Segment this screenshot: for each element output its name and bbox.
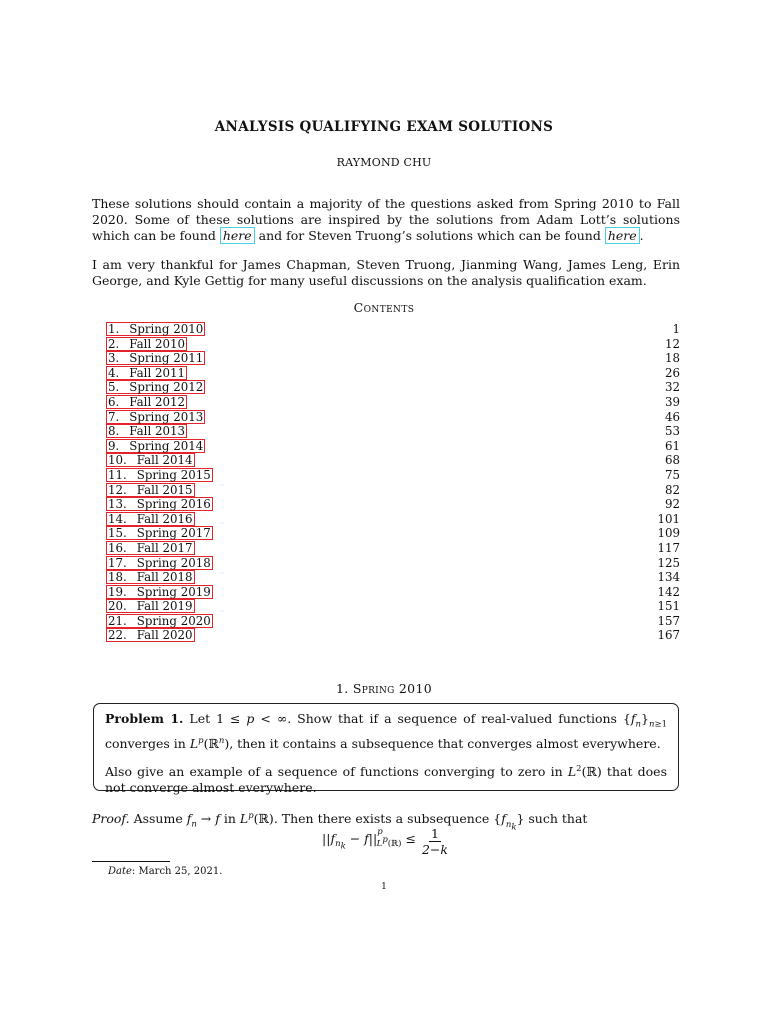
- intro-paragraph: [92, 196, 680, 244]
- toc-link[interactable]: [106, 337, 187, 351]
- section-number: 1.: [336, 681, 349, 696]
- toc-page-number: 157: [657, 613, 680, 628]
- problem-text: < ∞. Show that if a sequence of real-valued functions {: [254, 711, 631, 726]
- footnote-label: Date: [108, 866, 132, 877]
- problem-text: converges in: [105, 735, 190, 751]
- toc-number: 7.: [108, 409, 120, 424]
- proof-label: Proof.: [92, 811, 130, 827]
- toc-number: 10.: [108, 453, 127, 468]
- thanks-paragraph: I am very thankful for James Chapman, Steven Truong, Jianming Wang, James Leng, Erin George, and Kyle Gettig for many useful discussions on the analysis qualification exam.: [92, 257, 680, 288]
- toc-label: Fall 2017: [136, 540, 193, 555]
- toc-label: Spring 2020: [136, 613, 211, 628]
- problem-text: Let 1 ≤: [189, 711, 247, 726]
- toc-link[interactable]: [106, 570, 195, 584]
- toc-number: 4.: [108, 365, 120, 380]
- toc-label: Fall 2016: [136, 511, 193, 526]
- toc-number: 12.: [108, 482, 127, 497]
- proof-text: in: [219, 811, 240, 827]
- toc-page-number: 39: [664, 394, 680, 409]
- toc-label: Fall 2011: [129, 365, 186, 380]
- toc-row: [106, 585, 680, 600]
- toc-row: [106, 322, 680, 337]
- table-of-contents: [106, 322, 680, 643]
- proof-text: →: [196, 811, 216, 827]
- problem-statement: Problem 1. Let 1 ≤ p < ∞. Show that if a sequence of real-valued functions $\{f_n\}_{n\ge 1}$ converges in $L^p(ℝ^n)$, then it contains a subsequence that converges almost everywhere.: [105, 711, 667, 751]
- toc-link[interactable]: [106, 512, 195, 526]
- toc-page-number: 134: [657, 570, 680, 585]
- toc-number: 5.: [108, 380, 120, 395]
- toc-number: 20.: [108, 599, 127, 614]
- toc-row: [106, 628, 680, 643]
- toc-row: [106, 453, 680, 468]
- toc-row: [106, 570, 680, 585]
- toc-label: Spring 2016: [136, 497, 211, 512]
- intro-text-c: .: [639, 228, 644, 243]
- toc-row: [106, 395, 680, 410]
- toc-number: 9.: [108, 438, 120, 453]
- toc-page-number: 109: [657, 526, 680, 541]
- toc-link[interactable]: [106, 541, 195, 555]
- toc-number: 14.: [108, 511, 127, 526]
- fraction-numerator: 1: [430, 826, 439, 841]
- toc-row: [106, 410, 680, 425]
- toc-link[interactable]: [106, 556, 213, 570]
- toc-number: 18.: [108, 570, 127, 585]
- toc-link[interactable]: [106, 483, 195, 497]
- toc-link[interactable]: [106, 526, 213, 540]
- toc-label: Spring 2010: [129, 322, 204, 336]
- toc-number: 19.: [108, 584, 127, 599]
- toc-link[interactable]: [106, 366, 187, 380]
- toc-row: [106, 497, 680, 512]
- toc-label: Spring 2017: [136, 526, 211, 541]
- toc-label: Spring 2015: [136, 467, 211, 482]
- toc-link[interactable]: [106, 599, 195, 613]
- toc-number: 15.: [108, 526, 127, 541]
- problem-label: Problem 1.: [105, 711, 184, 726]
- toc-label: Spring 2014: [129, 438, 204, 453]
- document-author: RAYMOND CHU: [336, 156, 432, 169]
- intro-text-a: These solutions should contain a majority of the questions asked from Spring 2010 to Fall 2020. Some of these solutions are inspired by the solutions from Adam Lott’s solutions which can be found: [92, 196, 680, 243]
- toc-link[interactable]: [106, 468, 213, 482]
- toc-link[interactable]: [106, 439, 205, 453]
- toc-row: [106, 483, 680, 498]
- toc-number: 21.: [108, 613, 127, 628]
- footnote-text: : March 25, 2021.: [131, 866, 223, 877]
- toc-row: [106, 468, 680, 483]
- proof-paragraph: Proof. Assume $f_n \to f$ in $L^p(ℝ)$. Then there exists a subsequence $\{f_{n_k}\}$ such that: [92, 811, 588, 833]
- display-equation: [322, 826, 448, 857]
- toc-number: 1.: [108, 322, 120, 336]
- toc-label: Fall 2018: [136, 570, 193, 585]
- toc-label: Fall 2010: [129, 336, 186, 351]
- toc-row: [106, 614, 680, 629]
- toc-row: [106, 439, 680, 454]
- toc-link[interactable]: [106, 628, 195, 642]
- toc-row: [106, 351, 680, 366]
- toc-page-number: 117: [657, 540, 680, 555]
- toc-row: [106, 526, 680, 541]
- proof-text: . Then there exists a subsequence {: [273, 811, 502, 827]
- toc-page-number: 101: [657, 511, 680, 526]
- toc-row: [106, 337, 680, 352]
- toc-number: 11.: [108, 467, 127, 482]
- toc-page-number: 18: [664, 351, 680, 366]
- toc-page-number: 125: [657, 555, 680, 570]
- toc-number: 17.: [108, 555, 127, 570]
- toc-number: 3.: [108, 351, 120, 366]
- toc-page-number: 92: [664, 497, 680, 512]
- toc-row: [106, 556, 680, 571]
- toc-page-number: 12: [664, 336, 680, 351]
- toc-label: Spring 2013: [129, 409, 204, 424]
- toc-row: [106, 424, 680, 439]
- toc-link[interactable]: [106, 410, 205, 424]
- fraction-denominator: 2−k: [421, 842, 448, 857]
- toc-page-number: 68: [664, 453, 680, 468]
- toc-row: [106, 599, 680, 614]
- toc-page-number: 46: [664, 409, 680, 424]
- page-number: 1: [381, 882, 387, 892]
- toc-link[interactable]: [106, 453, 195, 467]
- problem-box: [93, 703, 679, 795]
- toc-number: 13.: [108, 497, 127, 512]
- toc-page-number: 53: [664, 424, 680, 439]
- toc-link[interactable]: [106, 395, 187, 409]
- problem-text: Also give an example of a sequence of functions converging to zero in: [105, 763, 568, 779]
- toc-label: Spring 2012: [129, 380, 204, 395]
- document-title: ANALYSIS QUALIFYING EXAM SOLUTIONS: [214, 119, 554, 135]
- toc-label: Spring 2018: [136, 555, 211, 570]
- toc-number: 6.: [108, 394, 120, 409]
- toc-link[interactable]: [106, 322, 205, 336]
- toc-link[interactable]: [106, 614, 213, 628]
- toc-page-number: 151: [657, 599, 680, 614]
- toc-row: [106, 512, 680, 527]
- toc-label: Fall 2013: [129, 424, 186, 439]
- adam-lott-link[interactable]: here: [220, 227, 255, 244]
- contents-heading: Contents: [353, 300, 415, 315]
- footnote-divider: [92, 861, 170, 862]
- problem-text: ), then it contains a subsequence that converges almost everywhere.: [224, 735, 661, 751]
- toc-page-number: 142: [657, 584, 680, 599]
- toc-page-number: 75: [664, 467, 680, 482]
- toc-row: [106, 541, 680, 556]
- proof-text: } such that: [516, 811, 588, 827]
- equation-fraction: [422, 826, 448, 857]
- toc-label: Spring 2011: [129, 351, 204, 366]
- toc-label: Spring 2019: [136, 584, 211, 599]
- toc-page-number: 167: [657, 628, 680, 643]
- toc-link[interactable]: [106, 424, 187, 438]
- toc-label: Fall 2015: [136, 482, 193, 497]
- toc-page-number: 32: [664, 380, 680, 395]
- toc-number: 22.: [108, 628, 127, 643]
- toc-number: 2.: [108, 336, 120, 351]
- problem-text: }: [641, 711, 649, 726]
- toc-number: 8.: [108, 424, 120, 439]
- problem-followup: Also give an example of a sequence of functions converging to zero in $L^2(ℝ)$ that does not converge almost everywhere.: [105, 763, 667, 795]
- steven-truong-link[interactable]: here: [605, 227, 640, 244]
- intro-text-b: and for Steven Truong’s solutions which can be found: [254, 228, 605, 243]
- date-footnote: [108, 866, 222, 877]
- equation-lhs: $||f_{n_k} - f||^p_{L^p(ℝ)}$ ≤: [322, 826, 416, 853]
- toc-number: 16.: [108, 540, 127, 555]
- problem-text: that does not converge almost everywhere.: [105, 763, 667, 795]
- section-heading: [0, 681, 768, 696]
- proof-text: Assume: [129, 811, 187, 827]
- toc-label: Fall 2012: [129, 394, 186, 409]
- toc-label: Fall 2019: [136, 599, 193, 614]
- toc-row: [106, 380, 680, 395]
- toc-label: Fall 2014: [136, 453, 193, 468]
- toc-link[interactable]: [106, 380, 205, 394]
- toc-label: Fall 2020: [136, 628, 193, 643]
- toc-link[interactable]: [106, 351, 205, 365]
- toc-page-number: 26: [664, 365, 680, 380]
- toc-page-number: 1: [672, 322, 680, 336]
- toc-link[interactable]: [106, 497, 213, 511]
- toc-page-number: 61: [664, 438, 680, 453]
- section-title: Spring 2010: [352, 681, 432, 696]
- toc-row: [106, 366, 680, 381]
- toc-page-number: 82: [664, 482, 680, 497]
- toc-link[interactable]: [106, 585, 213, 599]
